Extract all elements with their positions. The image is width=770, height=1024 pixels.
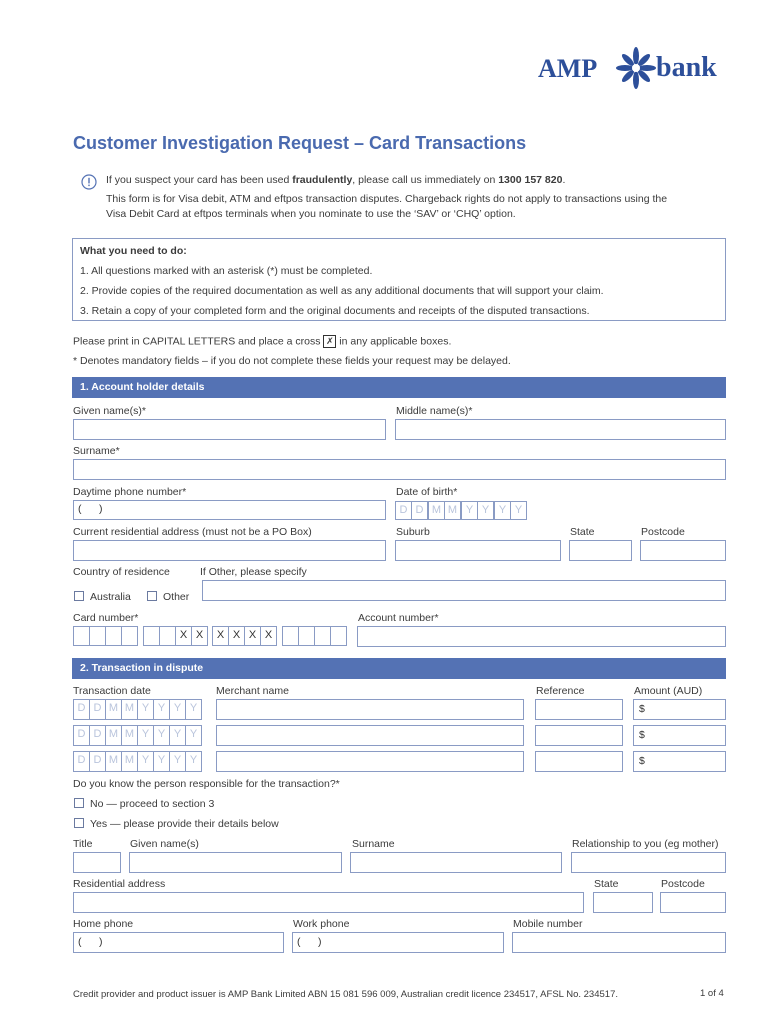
section-1-heading: 1. Account holder details [72, 377, 726, 398]
person-state-label: State [594, 878, 619, 890]
date-cell[interactable]: Y [185, 751, 202, 772]
home-phone-area-code: ( ) [78, 936, 103, 948]
page-title: Customer Investigation Request – Card Transactions [73, 133, 527, 153]
card-mask-cell: X [244, 626, 261, 646]
other-country-field[interactable] [202, 580, 726, 601]
merchant-name-field[interactable] [216, 751, 524, 772]
amount-field[interactable] [633, 751, 726, 772]
date-cell[interactable]: D [89, 725, 106, 746]
daytime-phone-label: Daytime phone number* [73, 486, 187, 498]
dob-cell[interactable]: D [411, 501, 428, 520]
given-name-label: Given name(s)* [73, 405, 146, 417]
person-given-label: Given name(s) [130, 838, 199, 850]
postcode-label: Postcode [641, 526, 685, 538]
date-cell[interactable]: Y [153, 725, 170, 746]
home-phone-label: Home phone [73, 918, 134, 930]
date-cell[interactable]: D [73, 725, 90, 746]
date-cell[interactable]: Y [153, 751, 170, 772]
card-digit-cell[interactable] [73, 626, 90, 646]
alert-fraud-word: fraudulently [292, 174, 353, 186]
date-cell[interactable]: Y [137, 725, 154, 746]
logo-brand: AMP [538, 54, 598, 83]
currency-symbol: $ [639, 729, 645, 741]
middle-name-label: Middle name(s)* [396, 405, 473, 417]
relationship-field[interactable] [571, 852, 726, 873]
date-cell[interactable]: M [105, 699, 122, 720]
print-instruction [73, 335, 451, 348]
card-digit-cell[interactable] [121, 626, 138, 646]
australia-checkbox[interactable] [74, 591, 84, 601]
date-cell[interactable]: Y [185, 699, 202, 720]
currency-symbol: $ [639, 703, 645, 715]
card-digit-cell[interactable] [298, 626, 315, 646]
card-mask-cell: X [191, 626, 208, 646]
alert-phone: 1300 157 820 [498, 174, 563, 186]
date-cell[interactable]: Y [185, 725, 202, 746]
card-number-label: Card number* [73, 612, 139, 624]
middle-name-field[interactable] [395, 419, 726, 440]
mandatory-note: * Denotes mandatory fields – if you do not complete these fields your request may be delayed. [73, 355, 511, 367]
card-digit-cell[interactable] [89, 626, 106, 646]
person-state-field[interactable] [593, 892, 653, 913]
need-item-1: 1. All questions marked with an asterisk (*) must be completed. [80, 265, 373, 277]
alert-end: . [562, 174, 566, 186]
alert-prefix: If you suspect your card has been used [106, 174, 293, 186]
no-checkbox[interactable] [74, 798, 84, 808]
card-mask-cell: X [260, 626, 277, 646]
account-number-label: Account number* [358, 612, 439, 624]
alert-line-2: This form is for Visa debit, ATM and eftpos transaction disputes. Chargeback rights do not apply to transactions using the [106, 193, 668, 205]
suburb-label: Suburb [396, 526, 430, 538]
other-specify-label: If Other, please specify [200, 566, 307, 578]
surname-label: Surname* [73, 445, 120, 457]
merchant-name-field[interactable] [216, 725, 524, 746]
work-phone-field[interactable] [292, 932, 504, 953]
date-cell[interactable]: D [89, 699, 106, 720]
date-cell[interactable]: Y [153, 699, 170, 720]
logo-word: bank [656, 52, 717, 83]
need-item-3: 3. Retain a copy of your completed form and the original documents and receipts of the disputed transactions. [80, 305, 590, 317]
transaction-date-label: Transaction date [73, 685, 151, 697]
australia-label: Australia [90, 591, 131, 603]
cross-example-box: ✗ [323, 335, 336, 348]
yes-label: Yes — please provide their details below [90, 818, 279, 830]
dob-cell[interactable]: Y [494, 501, 511, 520]
dob-cell[interactable]: Y [461, 501, 478, 520]
amount-field[interactable] [633, 699, 726, 720]
yes-checkbox[interactable] [74, 818, 84, 828]
amount-field[interactable] [633, 725, 726, 746]
dob-cell[interactable]: M [428, 501, 445, 520]
logo-leaf-icon [616, 46, 656, 90]
surname-field[interactable] [73, 459, 726, 480]
person-title-field[interactable] [73, 852, 121, 873]
card-digit-cell[interactable] [143, 626, 160, 646]
date-cell[interactable]: Y [137, 751, 154, 772]
card-digit-cell[interactable] [105, 626, 122, 646]
no-label: No — proceed to section 3 [90, 798, 215, 810]
need-item-2: 2. Provide copies of the required documentation as well as any additional documents that will support your claim. [80, 285, 604, 297]
card-digit-cell[interactable] [314, 626, 331, 646]
reference-field[interactable] [535, 725, 623, 746]
account-number-field[interactable] [357, 626, 726, 647]
card-digit-cell[interactable] [159, 626, 176, 646]
reference-field[interactable] [535, 751, 623, 772]
address-field[interactable] [73, 540, 386, 561]
phone-area-code: ( ) [78, 503, 103, 515]
card-mask-cell: X [212, 626, 229, 646]
print-prefix: Please print in CAPITAL LETTERS and place a cross [73, 335, 321, 348]
reference-field[interactable] [535, 699, 623, 720]
person-given-field[interactable] [129, 852, 342, 873]
country-label: Country of residence [73, 566, 170, 578]
reference-label: Reference [536, 685, 585, 697]
work-phone-area-code: ( ) [297, 936, 322, 948]
home-phone-field[interactable] [73, 932, 284, 953]
need-heading: What you need to do: [80, 245, 187, 257]
mobile-number-field[interactable] [512, 932, 726, 953]
daytime-phone-field[interactable] [73, 500, 386, 520]
date-cell[interactable]: D [73, 699, 90, 720]
card-digit-cell[interactable] [282, 626, 299, 646]
residential-address-label: Residential address [73, 878, 166, 890]
date-cell[interactable]: D [73, 751, 90, 772]
card-digit-cell[interactable] [330, 626, 347, 646]
card-mask-cell: X [175, 626, 192, 646]
section-2-heading: 2. Transaction in dispute [72, 658, 726, 679]
date-cell[interactable]: Y [169, 699, 186, 720]
alert-line-3: Visa Debit Card at eftpos terminals when you nominate to use the ‘SAV’ or ‘CHQ’ option. [106, 208, 516, 220]
other-label: Other [163, 591, 190, 603]
dob-cell[interactable]: M [444, 501, 461, 520]
dob-label: Date of birth* [396, 486, 458, 498]
date-cell[interactable]: Y [169, 725, 186, 746]
suburb-field[interactable] [395, 540, 561, 561]
address-label: Current residential address (must not be a PO Box) [73, 526, 312, 538]
dob-cell[interactable]: Y [510, 501, 527, 520]
merchant-name-field[interactable] [216, 699, 524, 720]
page-number: 1 of 4 [700, 988, 724, 999]
amount-label: Amount (AUD) [634, 685, 703, 697]
date-cell[interactable]: Y [169, 751, 186, 772]
residential-address-field[interactable] [73, 892, 584, 913]
currency-symbol: $ [639, 755, 645, 767]
work-phone-label: Work phone [293, 918, 350, 930]
dob-cell[interactable]: Y [477, 501, 494, 520]
card-mask-cell: X [228, 626, 245, 646]
responsible-question: Do you know the person responsible for the transaction?* [73, 778, 340, 790]
given-name-field[interactable] [73, 419, 386, 440]
person-postcode-field[interactable] [660, 892, 726, 913]
title-label: Title [73, 838, 93, 850]
alert-mid: , please call us immediately on [352, 174, 499, 186]
date-cell[interactable]: M [121, 725, 138, 746]
mobile-number-label: Mobile number [513, 918, 583, 930]
footer-provider: Credit provider and product issuer is AMP Bank Limited ABN 15 081 596 009, Australian credit licence 234517, AFSL No. 234517. [73, 989, 618, 1000]
postcode-field[interactable] [640, 540, 726, 561]
person-surname-field[interactable] [350, 852, 562, 873]
person-surname-label: Surname [352, 838, 395, 850]
dob-cell[interactable]: D [395, 501, 412, 520]
date-cell[interactable]: M [121, 699, 138, 720]
other-checkbox[interactable] [147, 591, 157, 601]
print-suffix: in any applicable boxes. [339, 335, 452, 348]
date-cell[interactable]: M [105, 725, 122, 746]
alert-line-1 [106, 174, 565, 186]
alert-icon [81, 174, 97, 190]
date-cell[interactable]: M [105, 751, 122, 772]
relationship-label: Relationship to you (eg mother) [572, 838, 719, 850]
date-cell[interactable]: D [89, 751, 106, 772]
date-cell[interactable]: Y [137, 699, 154, 720]
amp-bank-logo [538, 46, 728, 90]
date-cell[interactable]: M [121, 751, 138, 772]
person-postcode-label: Postcode [661, 878, 705, 890]
merchant-name-label: Merchant name [216, 685, 289, 697]
state-field[interactable] [569, 540, 632, 561]
state-label: State [570, 526, 595, 538]
